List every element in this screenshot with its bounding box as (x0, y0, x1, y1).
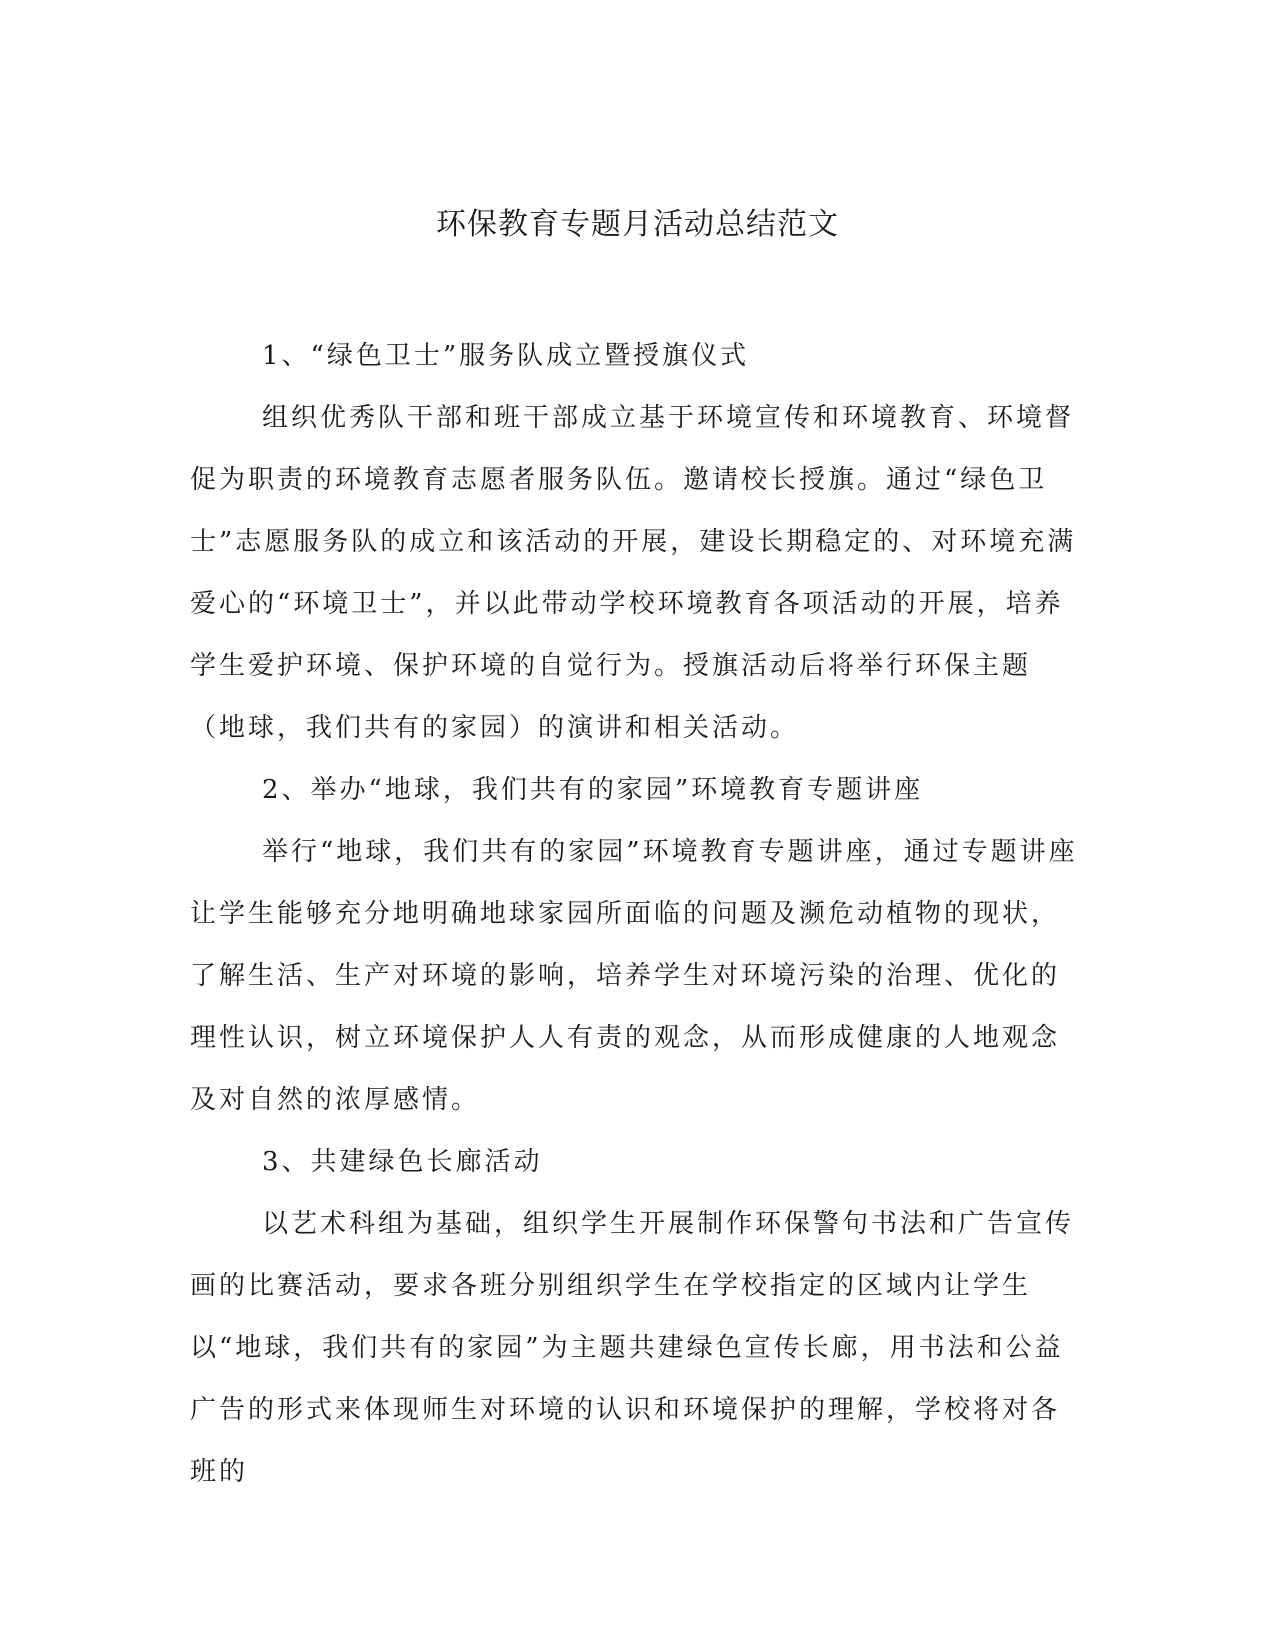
section-heading-3: 3、共建绿色长廊活动 (262, 1147, 543, 1177)
document-title: 环保教育专题月活动总结范文 (436, 207, 839, 242)
section-paragraph-3: 以艺术科组为基础，组织学生开展制作环保警句书法和广告宣传画的比赛活动，要求各班分别组织学生在学校指定的区域内让学生以“地球，我们共有的家园”为主题共建绿色宣传长廊，用书法和公益广告的形式来体现师生对环境的认识和环境保护的理解，学校将对各班的 (190, 1209, 1075, 1487)
section-heading-1: 1、“绿色卫士”服务队成立暨授旗仪式 (262, 341, 750, 371)
section-paragraph-2: 举行“地球，我们共有的家园”环境教育专题讲座，通过专题讲座让学生能够充分地明确地球家园所面临的问题及濒危动植物的现状，了解生活、生产对环境的影响，培养学生对环境污染的治理、优化的理性认识，树立环境保护人人有责的观念，从而形成健康的人地观念及对自然的浓厚感情。 (190, 837, 1078, 1115)
section-paragraph-1: 组织优秀队干部和班干部成立基于环境宣传和环境教育、环境督促为职责的环境教育志愿者服务队伍。邀请校长授旗。通过“绿色卫士”志愿服务队的成立和该活动的开展，建设长期稳定的、对环境充满爱心的“环境卫士”，并以此带动学校环境教育各项活动的开展，培养学生爱护环境、保护环境的自觉行为。授旗活动后将举行环保主题（地球，我们共有的家园）的演讲和相关活动。 (190, 403, 1077, 743)
section-heading-2: 2、举办“地球，我们共有的家园”环境教育专题讲座 (262, 775, 924, 805)
document-body (190, 325, 1080, 1503)
